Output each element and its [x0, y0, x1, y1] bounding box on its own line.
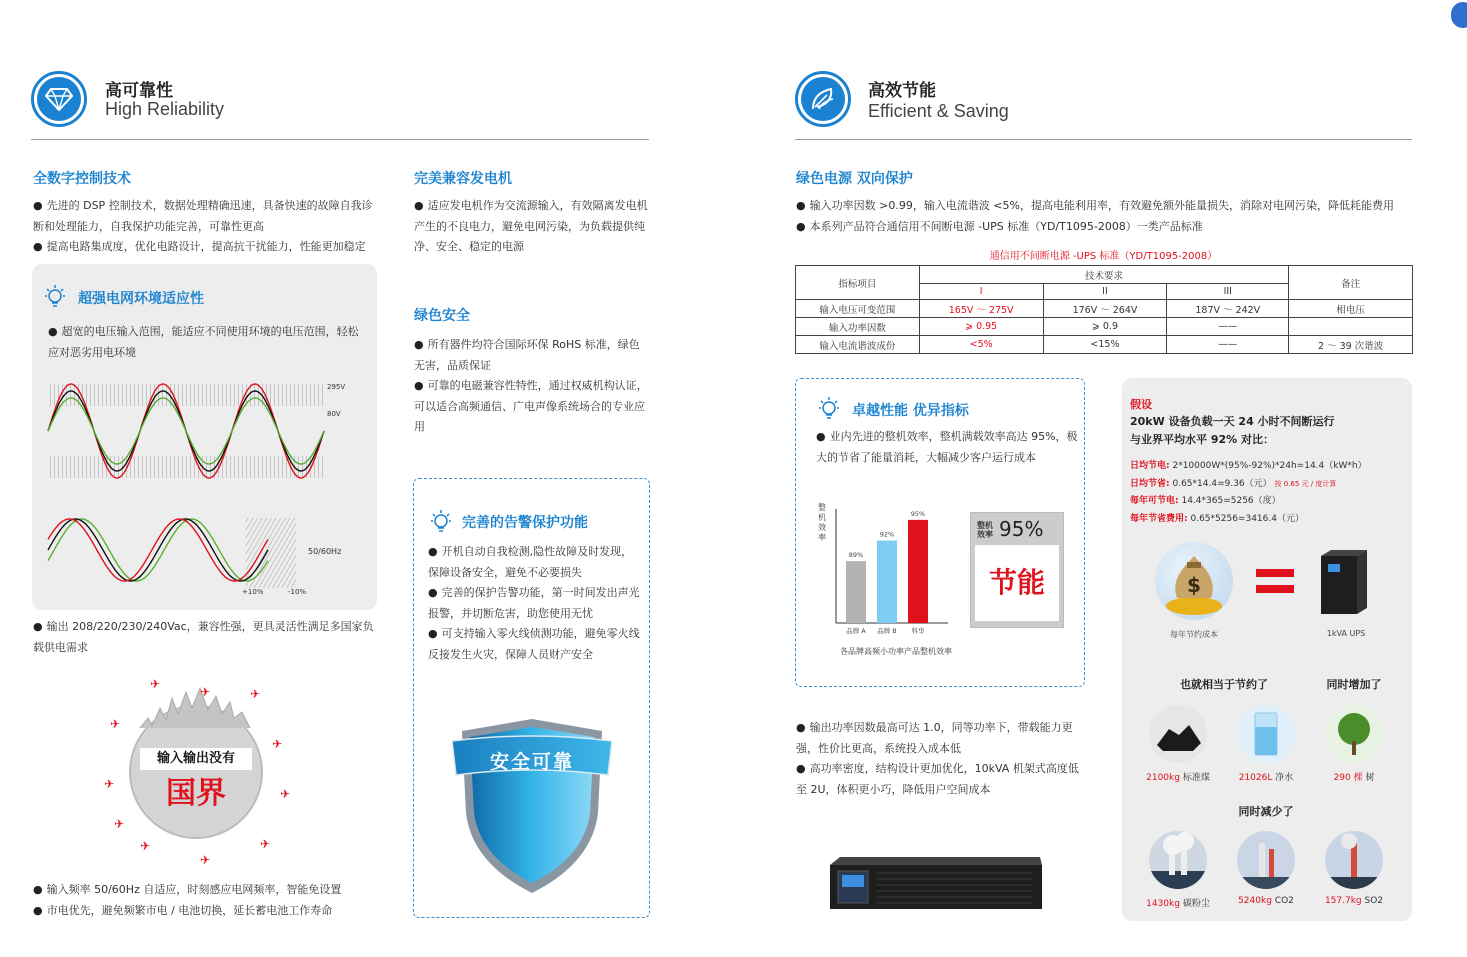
- metric-unit: 碳粉尘: [1182, 899, 1210, 909]
- bullet: ● 输出功率因数最高可达 1.0，同等功率下，带载能力更强，性价比更高，系统投入成本低: [796, 718, 1088, 759]
- globe-caption: 输入输出没有: [140, 748, 252, 770]
- money-bag-icon: [1155, 542, 1233, 620]
- calc-label: 每年节省费用:: [1130, 513, 1188, 524]
- calc-label: 每年可节电:: [1130, 496, 1179, 506]
- rack-ups-image: [826, 855, 1046, 913]
- badge-saving-text: 节能: [975, 545, 1059, 621]
- table-cell: ——: [1167, 318, 1289, 336]
- bullet: ● 完善的保护告警功能，第一时间发出声光报警，并切断危害，助您使用无忧: [428, 583, 640, 624]
- svg-text:✈: ✈: [140, 839, 151, 853]
- green-text: [414, 335, 650, 438]
- bullet: ● 所有器件均符合国际环保 RoHS 标准，绿色无害，品质保证: [414, 335, 650, 376]
- diamond-icon: [31, 71, 87, 127]
- savings-panel: [1122, 378, 1412, 921]
- table-cell: 输入电流谐波成份: [796, 336, 920, 354]
- ups-caption: 1kVA UPS: [1326, 629, 1366, 638]
- equals-top: [1256, 569, 1294, 577]
- calc-value: 14.4*365=5256（度）: [1181, 496, 1281, 506]
- bullet: ● 市电优先，避免频繁市电 / 电池切换，延长蓄电池工作寿命: [33, 901, 393, 922]
- heading-green-power: 绿色电源 双向保护: [796, 171, 913, 187]
- leaf-icon: [795, 71, 851, 127]
- svg-text:$: $: [1187, 573, 1201, 597]
- equals-bottom: [1256, 585, 1294, 593]
- metric-unit: 净水: [1275, 773, 1294, 783]
- bullet: ● 可支持输入零火线侦测功能，避免零火线反接发生火灾，保障人员财产安全: [428, 624, 640, 665]
- heading-green-safety: 绿色安全: [414, 308, 470, 324]
- bar-value-label: 92%: [879, 530, 895, 539]
- bar-category-label: 品牌 B: [877, 627, 897, 635]
- cost-caption: 每年节约成本: [1170, 630, 1218, 639]
- bulb-icon: [816, 396, 842, 426]
- table-cell: 176V ～ 264V: [1043, 300, 1167, 318]
- svg-text:✈: ✈: [110, 717, 121, 731]
- grid-text: [48, 322, 366, 363]
- shield-label: 安全可靠: [489, 751, 574, 773]
- bullet: ● 可靠的电磁兼容性特性，通过权威机构认证，可以适合高频通信、广电声像系统场合的专业应用: [414, 376, 650, 438]
- svg-text:✈: ✈: [114, 817, 125, 831]
- table-cell: [1289, 318, 1413, 336]
- bullet: ● 输入功率因数 >0.99，输入电流谐波 <5%，提高电能利用率，有效避免额外能量损失，消除对电网污染，降低耗能费用: [796, 196, 1412, 217]
- calc-value: 0.65*5256=3416.4（元）: [1190, 513, 1304, 524]
- metric-value: 5240kg: [1238, 896, 1272, 906]
- table-row: [796, 318, 1413, 336]
- corner-tab-icon[interactable]: [1451, 2, 1467, 28]
- label-plus10: +10%: [242, 588, 264, 596]
- section-subtitle: Efficient & Saving: [868, 101, 1009, 121]
- label-minus10: -10%: [288, 588, 307, 596]
- th-note: 备注: [1289, 266, 1413, 300]
- chart-ylabel: 整机效率: [818, 503, 826, 542]
- alarm-panel: [413, 478, 650, 918]
- alarm-text: [428, 542, 640, 665]
- output-note: [33, 617, 381, 658]
- green-power-text: [796, 196, 1412, 237]
- calc-label: 日均节电:: [1130, 461, 1170, 471]
- th-class-2: II: [1043, 284, 1167, 300]
- bar-1: [846, 561, 866, 623]
- th-item: 指标项目: [796, 266, 920, 300]
- bulb-icon: [428, 509, 454, 539]
- svg-text:✈: ✈: [150, 677, 161, 691]
- chart-caption: 各品牌高频小功率产品整机效率: [840, 647, 952, 656]
- so2-value: [1312, 896, 1396, 906]
- bullet: ● 输入频率 50/60Hz 自适应，时刻感应电网频率，智能免设置: [33, 880, 393, 901]
- bar-2: [877, 541, 897, 624]
- metric-unit: 标准煤: [1182, 773, 1210, 783]
- table-cell: 相电压: [1289, 300, 1413, 318]
- digital-text: [33, 196, 381, 258]
- metric-value: 290 棵: [1333, 773, 1363, 783]
- ups-standard-table: [795, 265, 1413, 354]
- co2-icon: [1237, 831, 1295, 889]
- table-cell: 187V ～ 242V: [1167, 300, 1289, 318]
- svg-text:✈: ✈: [280, 787, 291, 801]
- calc-value: 0.65*14.4=9.36（元）: [1172, 478, 1272, 489]
- tree-value: [1312, 770, 1396, 783]
- table-cell: <15%: [1043, 336, 1167, 354]
- svg-text:✈: ✈: [104, 777, 115, 791]
- heading-performance: 卓越性能 优异指标: [852, 403, 969, 419]
- heading-digital-control: 全数字控制技术: [33, 171, 131, 187]
- dust-icon: [1149, 831, 1207, 889]
- generator-text: [414, 196, 650, 258]
- efficiency-badge: [970, 512, 1064, 628]
- metric-value: 2100kg: [1146, 773, 1180, 783]
- pf-density-text: [796, 718, 1088, 800]
- heading-generator: 完美兼容发电机: [414, 171, 512, 187]
- bullet: ● 业内先进的整机效率，整机满载效率高达 95%，极大的节省了能量消耗，大幅减少客户运行成本: [816, 427, 1078, 468]
- table-cell: 165V ～ 275V: [919, 300, 1043, 318]
- table-cell: 输入电压可变范围: [796, 300, 920, 318]
- freq-mains-text: [33, 880, 393, 921]
- svg-text:✈: ✈: [250, 687, 261, 701]
- section-title: 高可靠性: [105, 81, 173, 101]
- bullet: ● 本系列产品符合通信用不间断电源 -UPS 标准（YD/T1095-2008）一类产品标准: [796, 217, 1412, 238]
- table-cell: ⩾ 0.95: [919, 318, 1043, 336]
- table-cell: 2 ～ 39 次谐波: [1289, 336, 1413, 354]
- globe-borders-text: 国界: [166, 776, 226, 811]
- badge-value: 95%: [999, 517, 1044, 541]
- metric-unit: 树: [1365, 773, 1375, 783]
- th-class-3: III: [1167, 284, 1289, 300]
- svg-text:✈: ✈: [200, 853, 211, 867]
- table-cell: <5%: [919, 336, 1043, 354]
- reduced-title: 同时减少了: [1238, 805, 1294, 818]
- svg-text:✈: ✈: [272, 737, 283, 751]
- heading-grid-adapt: 超强电网环境适应性: [78, 291, 204, 307]
- svg-text:✈: ✈: [200, 685, 211, 699]
- calc-value: 2*10000W*(95%-92%)*24h=14.4（kW*h）: [1172, 461, 1367, 471]
- bar-category-label: 科华: [911, 627, 925, 635]
- label-295v: 295V: [327, 383, 346, 391]
- tower-ups-icon: [1311, 548, 1381, 618]
- metric-value: 21026L: [1238, 773, 1273, 783]
- table-caption: 通信用不间断电源 -UPS 标准（YD/T1095-2008）: [989, 251, 1218, 262]
- heading-alarm: 完善的告警保护功能: [462, 515, 588, 531]
- label-freq: 50/60Hz: [308, 547, 342, 556]
- calc-note: 按 0.65 元 / 度计算: [1274, 479, 1337, 488]
- metric-unit: CO2: [1274, 896, 1294, 906]
- section-title: 高效节能: [868, 81, 936, 101]
- efficiency-bar-chart: [832, 505, 952, 637]
- metric-value: 157.7kg: [1324, 896, 1362, 906]
- bar-category-label: 品牌 A: [846, 627, 866, 635]
- assume-line1: 20kW 设备负载一天 24 小时不间断运行: [1130, 415, 1335, 428]
- shield-icon: [452, 717, 612, 897]
- so2-icon: [1325, 831, 1383, 889]
- water-icon: [1237, 705, 1295, 763]
- bullet: ● 开机自动自我检测,隐性故障及时发现，保障设备安全，避免不必要损失: [428, 542, 640, 583]
- dust-value: [1136, 896, 1220, 909]
- water-value: [1224, 770, 1308, 783]
- table-row: [796, 300, 1413, 318]
- coal-value: [1136, 770, 1220, 783]
- divider: [795, 139, 1412, 140]
- section-subtitle: High Reliability: [105, 99, 225, 119]
- perf-text: [816, 427, 1078, 468]
- svg-text:✈: ✈: [260, 837, 271, 851]
- bullet: ● 适应发电机作为交流源输入，有效隔离发电机产生的不良电力，避免电网污染，为负载提供纯净、安全、稳定的电源: [414, 196, 650, 258]
- bar-value-label: 89%: [848, 551, 864, 560]
- calc-lines: [1130, 458, 1410, 528]
- th-tech: 技术要求: [919, 266, 1288, 284]
- label-80v: 80V: [327, 410, 341, 418]
- co2-value: [1224, 896, 1308, 906]
- bullet: ● 高功率密度，结构设计更加优化，10kVA 机架式高度低至 2U，体积更小巧，降低用户空间成本: [796, 759, 1088, 800]
- grid-adapt-panel: [32, 264, 377, 610]
- table-cell: ——: [1167, 336, 1289, 354]
- divider: [31, 139, 649, 140]
- bullet: ● 超宽的电压输入范围，能适应不同使用环境的电压范围，轻松应对恶劣用电环境: [48, 322, 366, 363]
- assume-line2: 与业界平均水平 92% 对比：: [1130, 433, 1274, 446]
- bar-3: [908, 520, 928, 623]
- badge-label: 整机效率: [977, 521, 993, 539]
- bulb-icon: [42, 284, 68, 314]
- saved-title: 也就相当于节约了: [1180, 678, 1268, 691]
- table-cell: ⩾ 0.9: [1043, 318, 1167, 336]
- tree-icon: [1325, 705, 1383, 763]
- metric-unit: SO2: [1364, 896, 1384, 906]
- coal-icon: [1149, 705, 1207, 763]
- table-cell: 输入功率因数: [796, 318, 920, 336]
- globe-graphic: [100, 668, 300, 868]
- assume-title: 假设: [1130, 398, 1152, 411]
- bullet: ● 先进的 DSP 控制技术，数据处理精确迅速，具备快速的故障自我诊断和处理能力，自我保护功能完善，可靠性更高: [33, 196, 381, 237]
- bullet: ● 输出 208/220/230/240Vac，兼容性强，更具灵活性满足多国家负载供电需求: [33, 617, 381, 658]
- voltage-waveform-diagram: [46, 380, 364, 602]
- bar-value-label: 95%: [910, 509, 926, 518]
- calc-label: 日均节省:: [1130, 478, 1170, 489]
- table-row: [796, 336, 1413, 354]
- added-title: 同时增加了: [1326, 678, 1382, 691]
- bullet: ● 提高电路集成度，优化电路设计，提高抗干扰能力，性能更加稳定: [33, 237, 381, 258]
- metric-value: 1430kg: [1146, 899, 1180, 909]
- th-class-1: I: [919, 284, 1043, 300]
- performance-panel: [795, 378, 1085, 687]
